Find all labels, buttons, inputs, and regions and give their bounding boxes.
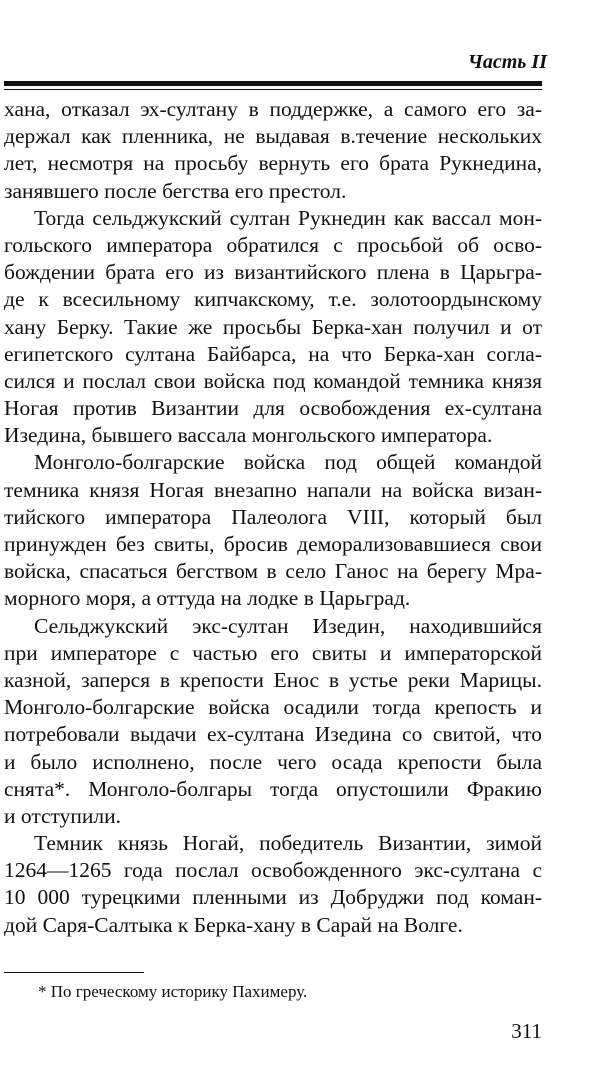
paragraph	[4, 449, 542, 612]
running-head: Часть II	[467, 51, 547, 73]
header-rule-thin	[4, 89, 542, 90]
text-line: при императоре с частью его свиты и императорской	[4, 640, 542, 665]
footnote: * По греческому историку Пахимеру.	[38, 982, 308, 1001]
text-line: держал как пленника, не выдавая в.течение нескольких	[4, 124, 542, 149]
text-line: хану Берку. Такие же просьбы Берка-хан получил и от	[4, 314, 542, 339]
page-number: 311	[511, 1019, 542, 1043]
paragraph	[4, 613, 542, 831]
text-line: тийского императора Палеолога VIII, который был	[4, 504, 542, 529]
paragraph	[4, 830, 542, 939]
text-line: казной, заперся в крепости Енос в устье реки Марицы.	[4, 667, 542, 692]
text-line: войска, спасаться бегством в село Ганос на берегу Мра-	[4, 559, 542, 584]
text-line: сился и послал свои войска под командой темника князя	[4, 368, 542, 393]
text-line: 10 000 турецкими пленными из Добруджи под коман-	[4, 885, 542, 910]
text-line: морного моря, а оттуда на лодке в Царьград.	[4, 586, 411, 611]
text-line: занявшего после бегства его престол.	[4, 178, 347, 203]
text-line: Ногая против Византии для освобождения ех-султана	[4, 396, 542, 421]
text-line: де к всесильному кипчакскому, т.е. золотоордынскому	[4, 287, 542, 312]
paragraph	[4, 96, 542, 205]
text-line: гольского императора обратился с просьбой об осво-	[4, 232, 542, 257]
paragraph	[4, 205, 542, 450]
text-line: Тогда сельджукский султан Рукнедин как вассал мон-	[34, 205, 542, 230]
text-line: Монголо-болгарские войска осадили тогда крепость и	[4, 695, 542, 720]
text-line: египетского султана Байбарса, на что Берка-хан согла-	[4, 341, 542, 366]
text-line: Монголо-болгарские войска под общей командой	[34, 450, 542, 475]
text-line: Изедина, бывшего вассала монгольского императора.	[4, 423, 493, 448]
text-line: хана, отказал эх-султану в поддержке, а самого его за-	[4, 97, 542, 121]
text-line: Сельджукский экс-султан Изедин, находившийся	[34, 613, 542, 638]
text-line: снята*. Монголо-болгары тогда опустошили Фракию	[4, 776, 542, 801]
body-text	[4, 96, 542, 939]
text-line: бождении брата его из византийского плена в Царьгра-	[4, 260, 542, 285]
text-line: дой Саря-Салтыка к Берка-хану в Сарай на Волге.	[4, 912, 463, 937]
text-line: Темник князь Ногай, победитель Византии, зимой	[34, 831, 542, 856]
text-line: темника князя Ногая внезапно напали на войска визан-	[4, 477, 542, 502]
text-line: и было исполнено, после чего осада крепости была	[4, 749, 542, 774]
text-line: лет, несмотря на просьбу вернуть его брата Рукнедина,	[4, 151, 542, 176]
text-line: потребовали выдачи ех-султана Изедина со свитой, что	[4, 722, 542, 747]
text-line: принужден без свиты, бросив деморализовавшиеся свои	[4, 532, 542, 556]
footnote-rule	[4, 972, 144, 973]
text-line: и отступили.	[4, 803, 122, 828]
text-line: 1264—1265 года послал освобожденного экс-султана с	[4, 858, 542, 883]
header-rule-thick	[4, 81, 542, 86]
